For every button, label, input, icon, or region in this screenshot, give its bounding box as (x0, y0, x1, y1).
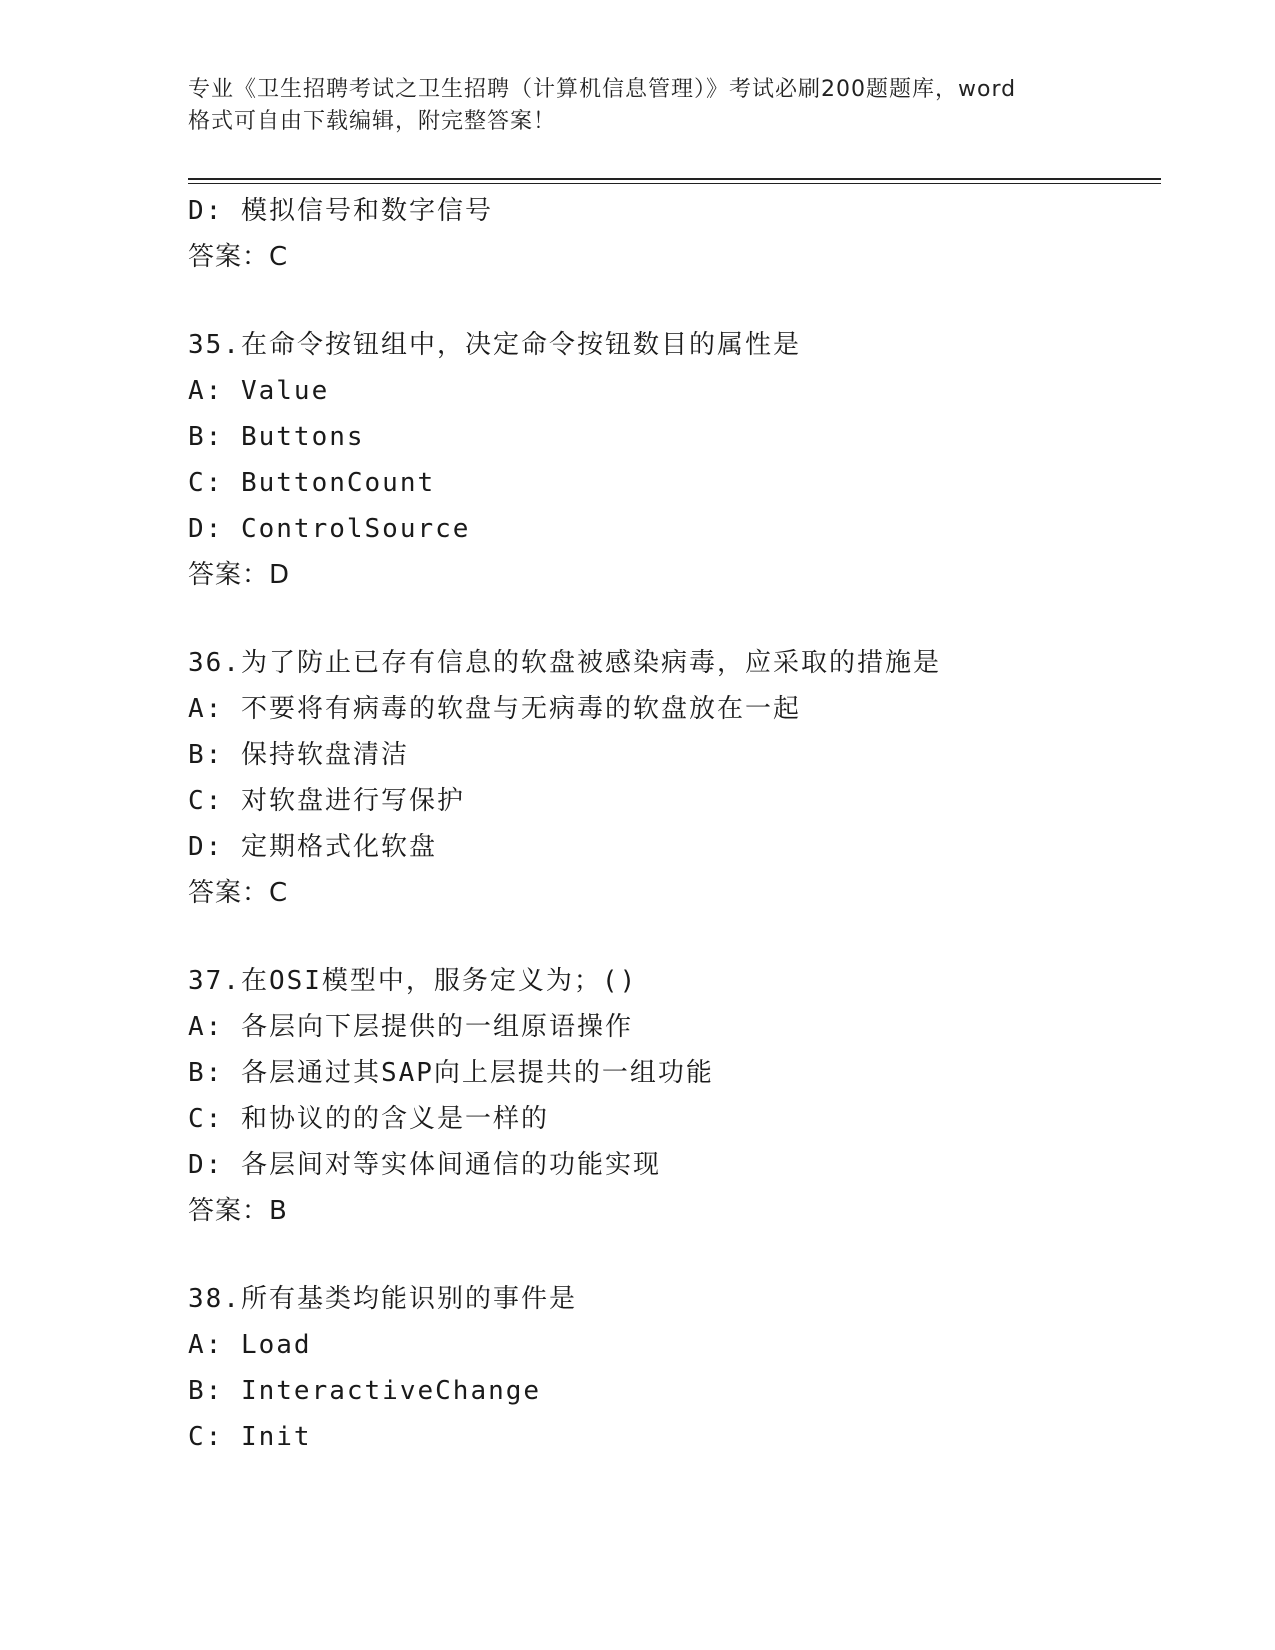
option-b: B: 各层通过其SAP向上层提共的一组功能 (188, 1058, 714, 1088)
question-stem: 36.为了防止已存有信息的软盘被感染病毒，应采取的措施是 (188, 648, 941, 678)
option-b: B: Buttons (188, 422, 365, 452)
document-header (188, 74, 1088, 138)
option-c: C: ButtonCount (188, 468, 436, 498)
question-block-38 (188, 1276, 1148, 1460)
option-c: C: Init (188, 1422, 312, 1452)
option-b: B: InteractiveChange (188, 1376, 542, 1406)
question-block-37 (188, 958, 1148, 1234)
option-b: B: 保持软盘清洁 (188, 740, 409, 770)
question-stem: 35.在命令按钮组中，决定命令按钮数目的属性是 (188, 330, 801, 360)
header-rule-thick (188, 178, 1161, 180)
answer-line: 答案：C (188, 242, 289, 272)
option-c: C: 和协议的的含义是一样的 (188, 1104, 549, 1134)
option-a: A: 不要将有病毒的软盘与无病毒的软盘放在一起 (188, 694, 801, 724)
option-a: A: 各层向下层提供的一组原语操作 (188, 1012, 633, 1042)
option-d: D: 定期格式化软盘 (188, 832, 437, 862)
option-c: C: 对软盘进行写保护 (188, 786, 465, 816)
header-title-line-1: 专业《卫生招聘考试之卫生招聘（计算机信息管理）》考试必刷200题题库，word (188, 77, 1017, 102)
question-list (188, 188, 1148, 1460)
option-d: D: ControlSource (188, 514, 471, 544)
option-a: A: Load (188, 1330, 312, 1360)
answer-line: 答案：B (188, 1196, 288, 1226)
answer-line: 答案：D (188, 560, 291, 590)
question-block-36 (188, 640, 1148, 916)
question-block-34 (188, 188, 1148, 280)
option-d: D: 各层间对等实体间通信的功能实现 (188, 1150, 661, 1180)
answer-line: 答案：C (188, 878, 289, 908)
header-title-line-2: 格式可自由下载编辑，附完整答案！ (188, 109, 557, 134)
question-block-35 (188, 322, 1148, 598)
header-rule-thin (188, 183, 1161, 184)
option-d: D: 模拟信号和数字信号 (188, 196, 493, 226)
question-stem: 37.在OSI模型中，服务定义为；() (188, 966, 638, 996)
option-a: A: Value (188, 376, 330, 406)
question-stem: 38.所有基类均能识别的事件是 (188, 1284, 577, 1314)
